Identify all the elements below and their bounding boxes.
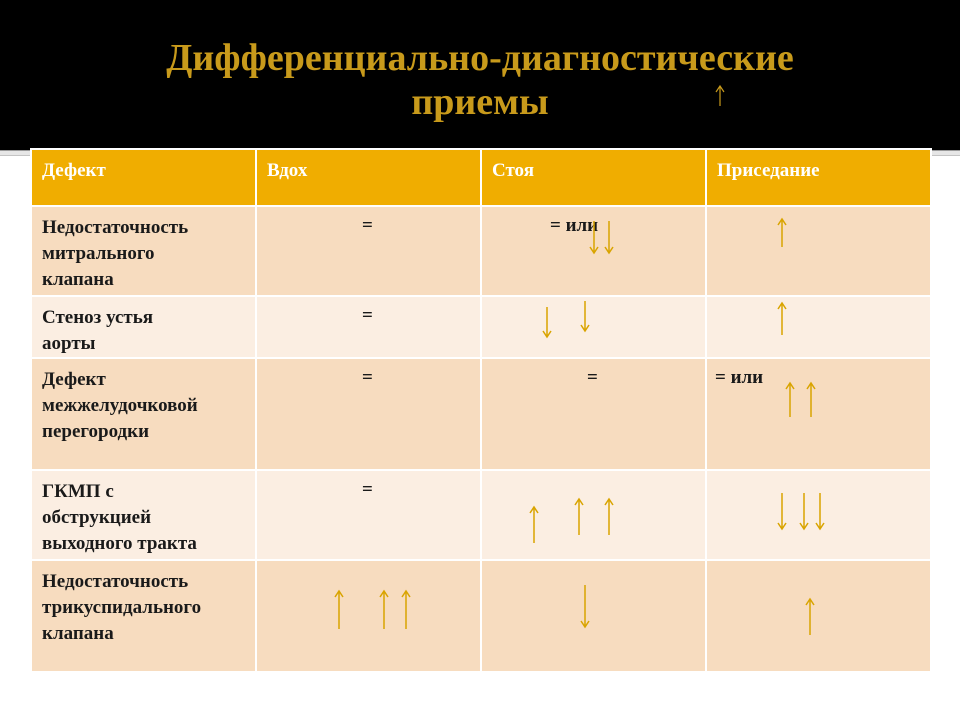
standing-value: = или [550,215,599,236]
up-arrow-icon [377,589,391,631]
standing-value: = [587,367,598,388]
header-squatting: Приседание [706,149,931,206]
cell-standing [481,358,706,470]
table-row [31,296,931,358]
diagnostic-table [30,148,932,673]
cell-defect [31,358,256,470]
up-arrow-icon [804,381,818,419]
table-row [31,358,931,470]
down-arrow-icon [578,583,592,629]
cell-inhale [256,358,481,470]
table-row [31,560,931,672]
inhale-value: = [362,215,373,236]
slide-title-line-1: Дифференциально-диагностические [166,37,794,79]
table-header-row [31,149,931,206]
up-arrow-icon [332,589,346,631]
cell-squatting [706,470,931,560]
cell-defect [31,206,256,296]
defect-label: Недостаточность митрального клапана [42,217,189,290]
cell-squatting [706,296,931,358]
inhale-value: = [362,367,373,388]
up-arrow-icon [399,589,413,631]
up-arrow-icon [572,497,586,537]
cell-defect [31,470,256,560]
down-arrow-icon [578,299,592,333]
header-standing: Стоя [481,149,706,206]
table-row [31,470,931,560]
cell-squatting [706,206,931,296]
up-arrow-icon [775,301,789,337]
down-arrow-icon [797,491,811,531]
inhale-value: = [362,479,373,500]
defect-label: Дефект межжелудочковой перегородки [42,369,198,442]
cell-inhale [256,470,481,560]
cell-standing [481,470,706,560]
cell-inhale [256,206,481,296]
cell-squatting [706,560,931,672]
up-arrow-icon [527,505,541,545]
down-arrow-icon [775,491,789,531]
defect-label: Недостаточность трикуспидального клапана [42,571,202,644]
header-defect: Дефект [31,149,256,206]
cell-inhale [256,296,481,358]
up-arrow-icon [783,381,797,419]
up-arrow-icon [602,497,616,537]
down-arrow-icon [540,305,554,339]
down-arrow-icon [587,219,601,255]
slide-title [0,36,960,124]
cell-inhale [256,560,481,672]
up-arrow-icon [775,217,789,249]
inhale-value: = [362,305,373,326]
down-arrow-icon [602,219,616,255]
cell-standing [481,296,706,358]
down-arrow-icon [813,491,827,531]
defect-label: Стеноз устья аорты [42,307,154,354]
up-arrow-icon [803,597,817,637]
header-inhale: Вдох [256,149,481,206]
table-row [31,206,931,296]
slide-title-line-2: приемы [411,81,549,123]
cell-defect [31,296,256,358]
cell-squatting [706,358,931,470]
cell-standing [481,560,706,672]
cell-defect [31,560,256,672]
defect-label: ГКМП с обструкцией выходного тракта [42,481,197,554]
title-up-arrow-icon [710,84,730,108]
cell-standing [481,206,706,296]
squatting-value: = или [715,367,764,388]
